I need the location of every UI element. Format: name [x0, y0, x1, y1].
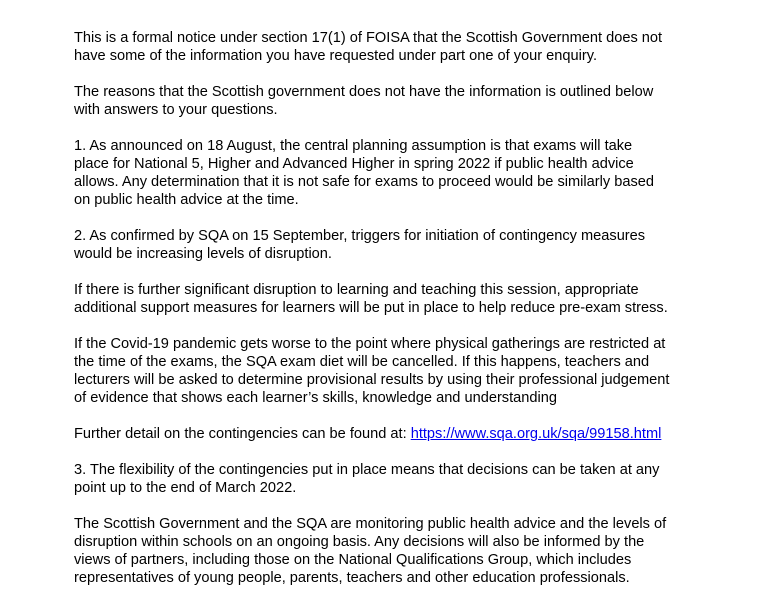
- paragraph-covid-contingency: If the Covid-19 pandemic gets worse to the point where physical gatherings are restricted at the time of the exams, the SQA exam diet will be cancelled. If this happens, teachers and lecturers will be asked to determine provisional results by using their professional judgement of evidence that shows each learner’s skills, knowledge and understanding: [74, 336, 670, 406]
- sqa-contingencies-link[interactable]: https://www.sqa.org.uk/sqa/99158.html: [410, 426, 662, 442]
- document-body: [74, 29, 754, 587]
- paragraph-reasons: The reasons that the Scottish government does not have the information is outlined below with answers to your questions.: [74, 84, 654, 118]
- paragraph-answer-3: 3. The flexibility of the contingencies put in place means that decisions can be taken at any point up to the end of March 2022.: [74, 462, 660, 496]
- further-detail-text: Further detail on the contingencies can be found at:: [74, 426, 411, 442]
- paragraph-support-measures: If there is further significant disruption to learning and teaching this session, appropriate additional support measures for learners will be put in place to help reduce pre-exam stress.: [74, 282, 668, 316]
- paragraph-answer-1: 1. As announced on 18 August, the central planning assumption is that exams will take place for National 5, Higher and Advanced Higher in spring 2022 if public health advice allows. Any determination that it is not safe for exams to proceed would be similarly based on public health advice at the time.: [74, 138, 654, 208]
- paragraph-monitoring: The Scottish Government and the SQA are monitoring public health advice and the levels of disruption within schools on an ongoing basis. Any decisions will also be informed by the views of partners, including those on the National Qualifications Group, which includes representatives of young people, parents, teachers and other education professionals.: [74, 516, 667, 586]
- paragraph-further-detail: [74, 425, 754, 443]
- paragraph-formal-notice: This is a formal notice under section 17(1) of FOISA that the Scottish Government does not have some of the information you have requested under part one of your enquiry.: [74, 30, 663, 64]
- paragraph-answer-2: 2. As confirmed by SQA on 15 September, triggers for initiation of contingency measures would be increasing levels of disruption.: [74, 228, 646, 262]
